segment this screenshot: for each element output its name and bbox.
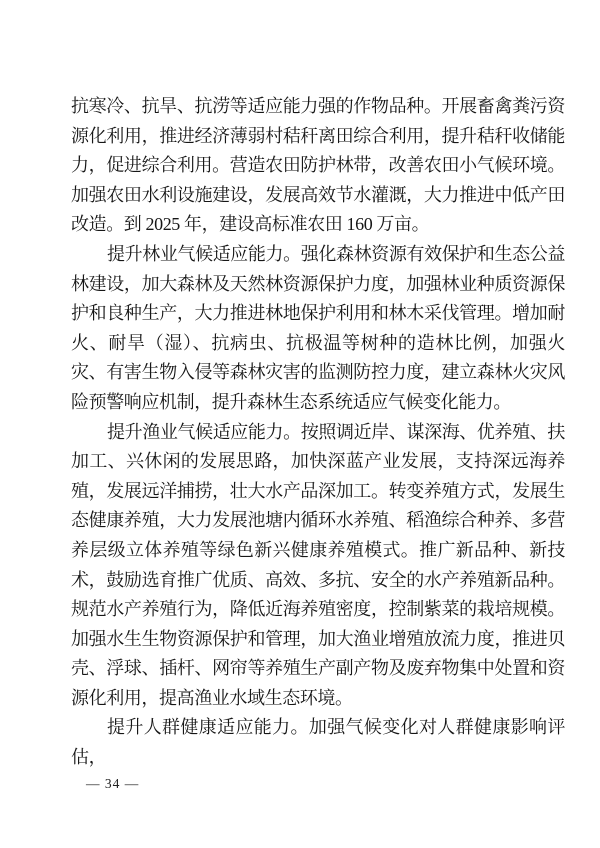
page-number: — 34 — bbox=[86, 776, 140, 791]
document-paragraph-fishery: 提升渔业气候适应能力。按照调近岸、谋深海、优养殖、扶加工、兴休闲的发展思路，加快深蓝产业发展，支持深远海养殖，发展远洋捕捞，壮大水产品深加工。转变养殖方式，发展生态健康养殖，大力发展池塘内循环水养殖、稻渔综合种养、多营养层级立体养殖等绿色新兴健康养殖模式。推广新品种、新技术，鼓励选育推广优质、高效、多抗、安全的水产养殖新品种。规范水产养殖行为，降低近海养殖密度，控制紫菜的栽培规模。加强水生生物资源保护和管理，加大渔业增殖放流力度，推进贝壳、浮球、插杆、网帘等养殖生产副产物及废弃物集中处置和资源化利用，提高渔业水域生态环境。 bbox=[71, 421, 565, 708]
document-paragraph-forestry: 提升林业气候适应能力。强化森林资源有效保护和生态公益林建设，加大森林及天然林资源保护力度，加强林业种质资源保护和良种生产，大力推进林地保护利用和林木采伐管理。增加耐火、耐旱（湿）、抗病虫、抗极温等树种的造林比例，加强火灾、有害生物入侵等森林灾害的监测防控力度，建立森林火灾风险预警响应机制，提升森林生态系统适应气候变化能力。 bbox=[71, 243, 565, 412]
document-paragraph-public-health: 提升人群健康适应能力。加强气候变化对人群健康影响评估， bbox=[71, 717, 565, 768]
document-body bbox=[71, 92, 565, 773]
document-paragraph-farmland-continuation: 抗寒冷、抗旱、抗涝等适应能力强的作物品种。开展畜禽粪污资源化利用，推进经济薄弱村秸秆离田综合利用，提升秸秆收储能力，促进综合利用。营造农田防护林带，改善农田小气候环境。加强农田水利设施建设，发展高效节水灌溉，大力推进中低产田改造。到 2025 年，建设高标准农田 160 万亩。 bbox=[71, 96, 565, 235]
